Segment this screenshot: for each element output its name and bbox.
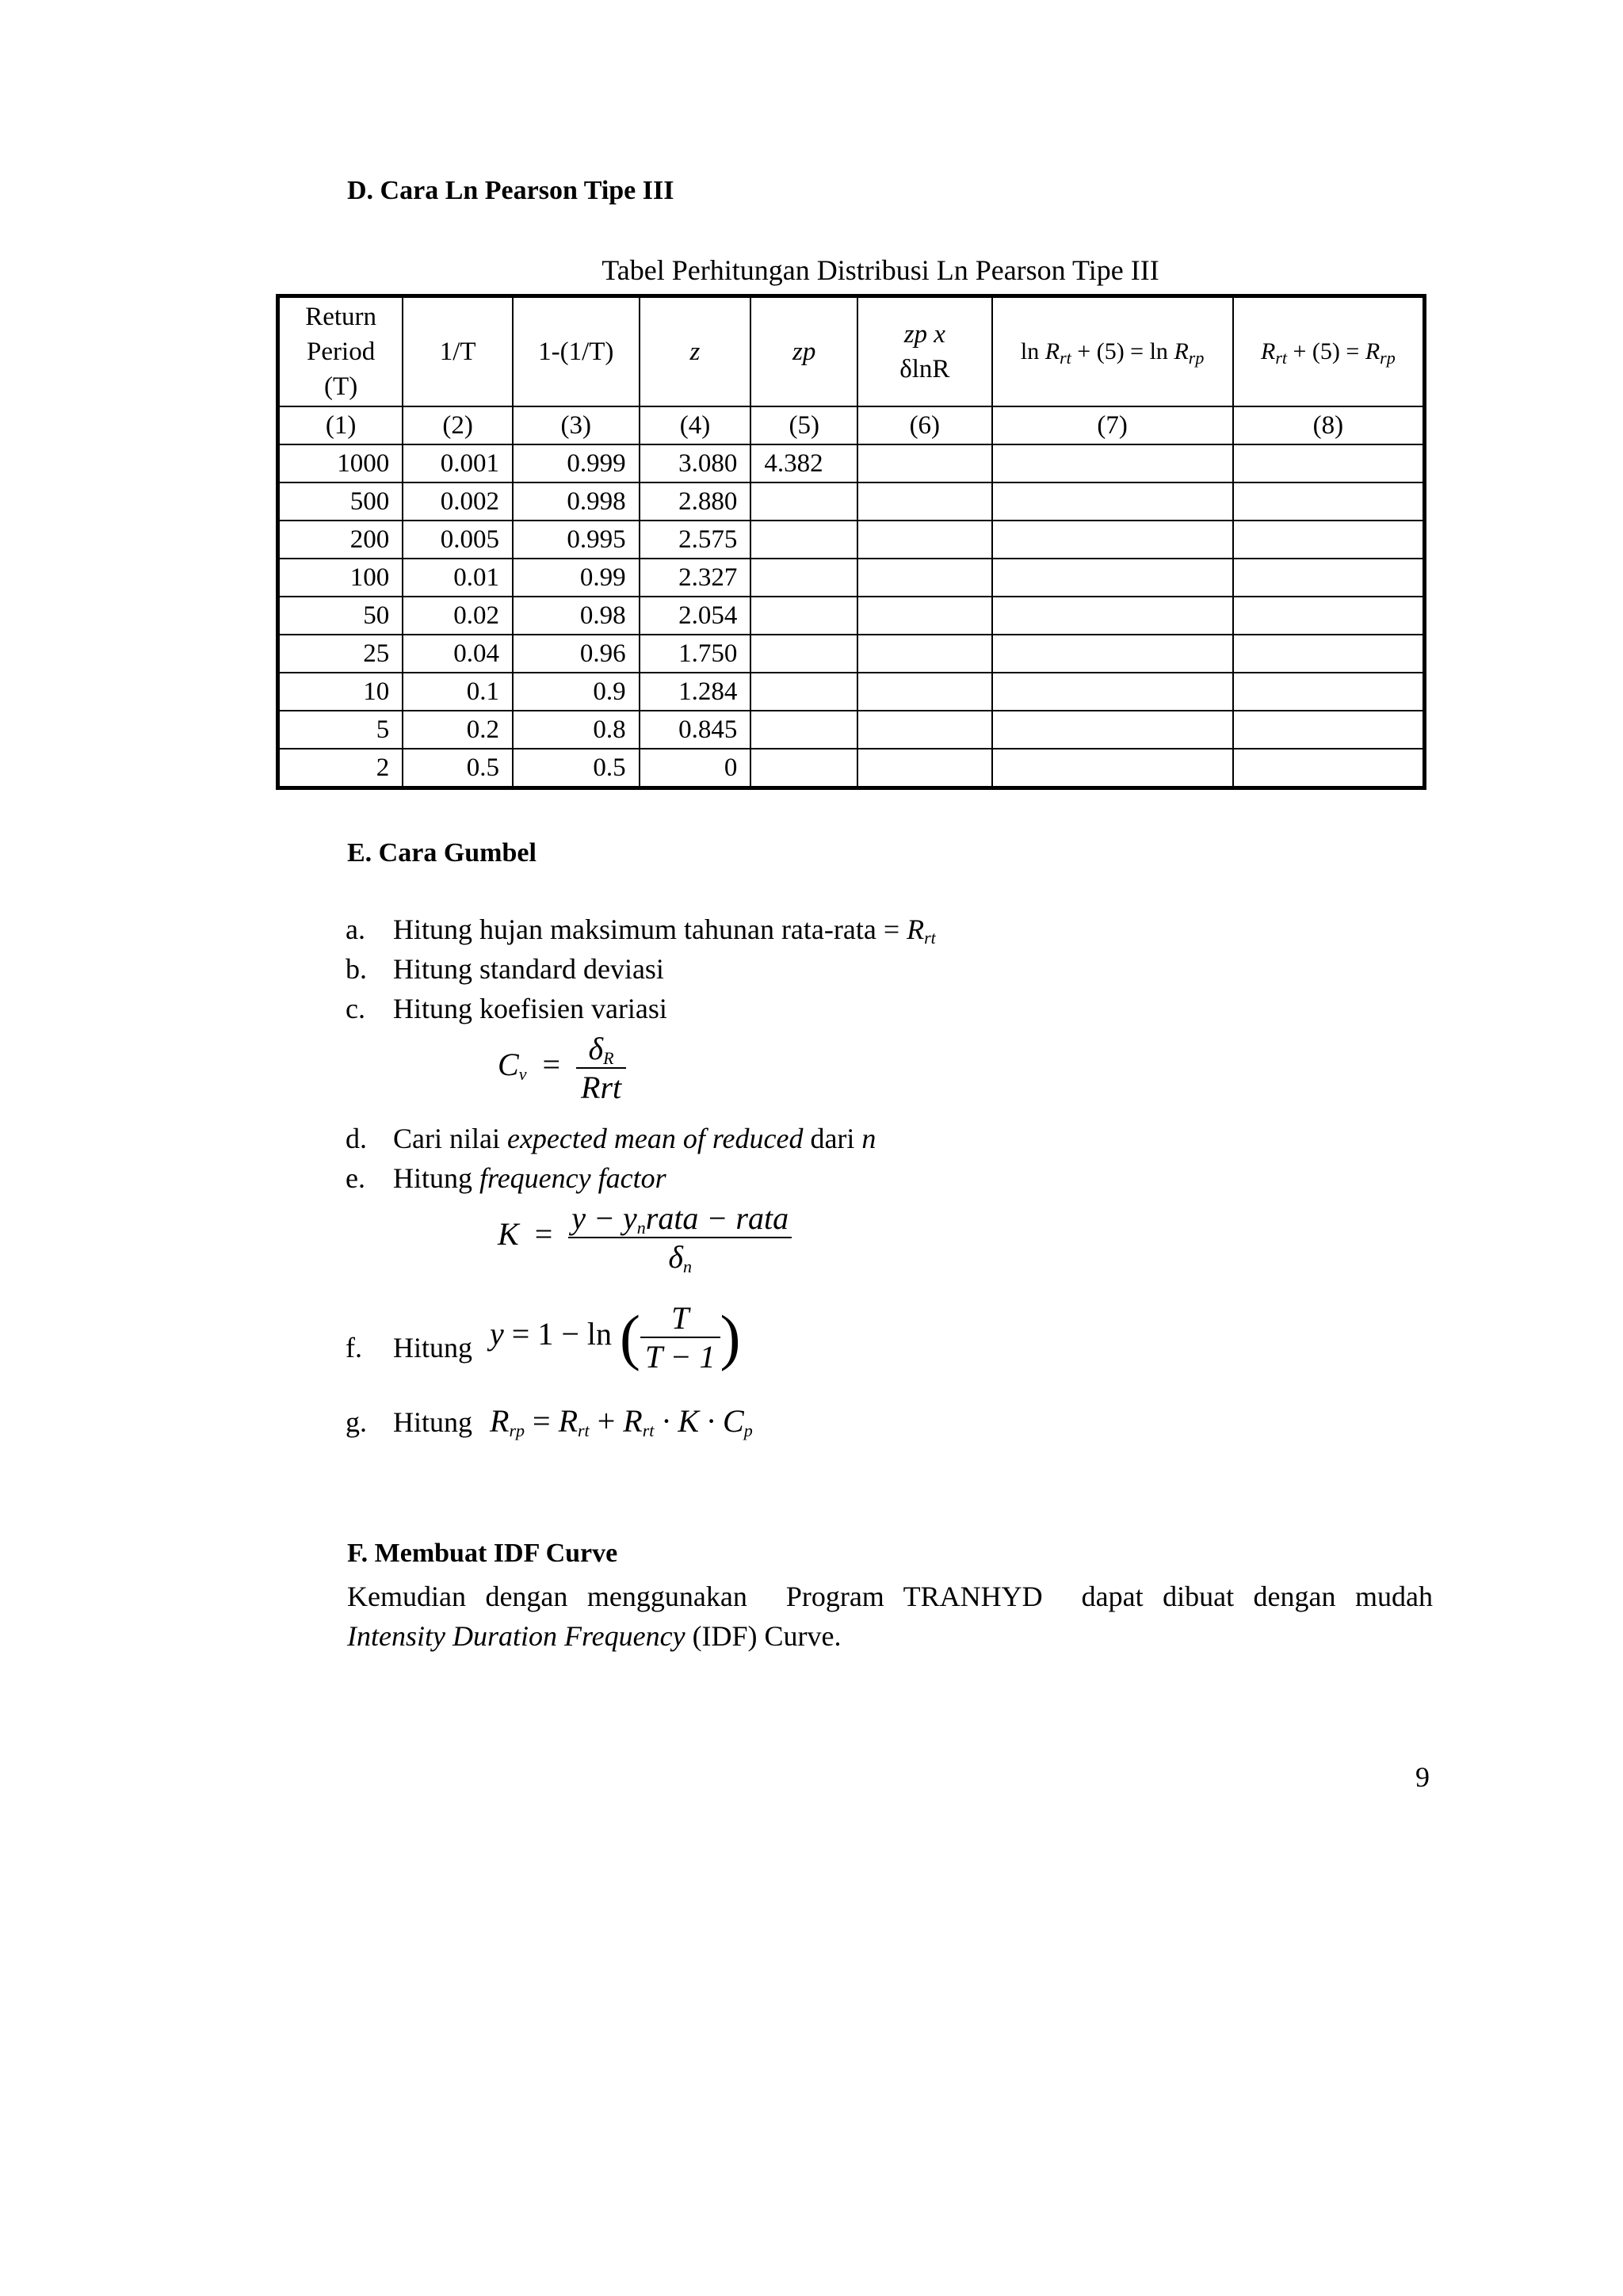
table-cell: 0.005 [403, 521, 513, 559]
table-cell [857, 673, 991, 711]
table-cell: 0.998 [513, 482, 640, 521]
table-cell: 0.001 [403, 444, 513, 482]
table-cell: 2 [278, 749, 403, 788]
table-cell: 1.284 [640, 673, 751, 711]
column-number: (1) [278, 406, 403, 444]
page-number: 9 [1415, 1761, 1430, 1793]
table-cell: 0.845 [640, 711, 751, 749]
column-number-row [278, 406, 1425, 444]
column-number: (7) [992, 406, 1233, 444]
table-cell [750, 749, 857, 788]
header-rrp: $R_{rt} + (5) = R_{rp}$ [1233, 296, 1425, 407]
table-caption: Tabel Perhitungan Distribusi Ln Pearson Tipe III [601, 254, 1159, 286]
formula-cv: $C_v$ = $\frac{\delta_R}{\text{Rrt}}$ [498, 1030, 626, 1106]
table-cell: 0.5 [513, 749, 640, 788]
header-zp-delta: zp x δlnR [857, 296, 991, 407]
section-f-paragraph [347, 1577, 1433, 1656]
table-cell: 5 [278, 711, 403, 749]
table-cell: 25 [278, 635, 403, 673]
table-cell: 0.96 [513, 635, 640, 673]
table-cell: 0.04 [403, 635, 513, 673]
table-cell: 100 [278, 559, 403, 597]
header-return-period: Return Period (T) [278, 296, 403, 407]
table-cell [750, 559, 857, 597]
table-cell: 0.9 [513, 673, 640, 711]
table-row [278, 673, 1425, 711]
table-cell: 0.2 [403, 711, 513, 749]
table-cell: 0.5 [403, 749, 513, 788]
table-cell [1233, 635, 1425, 673]
table-row [278, 482, 1425, 521]
table-cell [992, 559, 1233, 597]
column-number: (8) [1233, 406, 1425, 444]
table-cell [750, 635, 857, 673]
table-cell [1233, 559, 1425, 597]
table-cell: 4.382 [750, 444, 857, 482]
table-cell [992, 597, 1233, 635]
table-cell [750, 597, 857, 635]
column-number: (4) [640, 406, 751, 444]
table-cell [857, 444, 991, 482]
paragraph-line-2: Intensity Duration Frequency (IDF) Curve. [347, 1620, 842, 1652]
table-cell [992, 711, 1233, 749]
table-cell [857, 711, 991, 749]
table-cell [1233, 482, 1425, 521]
table-cell: 0.995 [513, 521, 640, 559]
table-cell [992, 444, 1233, 482]
section-f-heading: F. Membuat IDF Curve [347, 1539, 618, 1568]
table-cell [1233, 711, 1425, 749]
header-zp: zp [750, 296, 857, 407]
table-cell: 50 [278, 597, 403, 635]
table-cell [992, 482, 1233, 521]
table-row [278, 711, 1425, 749]
table-cell: 0.002 [403, 482, 513, 521]
header-one-minus-inverse-t: 1-(1/T) [513, 296, 640, 407]
table-cell [992, 673, 1233, 711]
table-cell [992, 749, 1233, 788]
table-row [278, 444, 1425, 482]
table-cell [750, 521, 857, 559]
column-number: (5) [750, 406, 857, 444]
table-cell [992, 521, 1233, 559]
table-cell [857, 749, 991, 788]
formula-y: y = 1 − ln ( $\frac{T}{T - 1}$ ) [490, 1300, 741, 1375]
table-cell: 2.054 [640, 597, 751, 635]
header-inverse-t: 1/T [403, 296, 513, 407]
table-row [278, 521, 1425, 559]
table-cell [1233, 597, 1425, 635]
table-cell [1233, 673, 1425, 711]
table-cell: 200 [278, 521, 403, 559]
pearson-table [276, 294, 1426, 790]
table-cell: 0.02 [403, 597, 513, 635]
table-row [278, 597, 1425, 635]
table-cell [857, 559, 991, 597]
table-cell [1233, 444, 1425, 482]
table-cell [1233, 749, 1425, 788]
table-cell: 1.750 [640, 635, 751, 673]
table-cell: 0 [640, 749, 751, 788]
table-cell: 1000 [278, 444, 403, 482]
table-cell [992, 635, 1233, 673]
table-cell [857, 482, 991, 521]
table-cell: 0.999 [513, 444, 640, 482]
table-cell [1233, 521, 1425, 559]
table-cell [857, 521, 991, 559]
table-cell [750, 482, 857, 521]
section-d-heading: D. Cara Ln Pearson Tipe III [347, 176, 674, 205]
formula-rrp: $R_{rp} = R_{rt} + R_{rt} \cdot K \cdot C_p$ [490, 1403, 753, 1440]
table-cell: 0.1 [403, 673, 513, 711]
table-row [278, 635, 1425, 673]
table-cell [750, 673, 857, 711]
table-cell: 3.080 [640, 444, 751, 482]
table-cell: 0.98 [513, 597, 640, 635]
header-ln-rrp: $\ln R_{rt} + (5) = \ln R_{rp}$ [992, 296, 1233, 407]
table-cell: 0.8 [513, 711, 640, 749]
header-z: z [640, 296, 751, 407]
table-header-row [278, 296, 1425, 407]
column-number: (3) [513, 406, 640, 444]
table-row [278, 749, 1425, 788]
column-number: (6) [857, 406, 991, 444]
table-cell: 2.575 [640, 521, 751, 559]
table-cell [857, 635, 991, 673]
table-cell: 2.880 [640, 482, 751, 521]
table-cell [750, 711, 857, 749]
paragraph-line-1: Kemudian dengan menggunakan Program TRANHYD dapat dibuat dengan mudah [347, 1581, 1433, 1612]
table-cell: 500 [278, 482, 403, 521]
table-cell: 0.01 [403, 559, 513, 597]
table-cell: 0.99 [513, 559, 640, 597]
table-cell [857, 597, 991, 635]
table-row [278, 559, 1425, 597]
table-cell: 10 [278, 673, 403, 711]
section-e-heading: E. Cara Gumbel [347, 838, 537, 868]
formula-k: K = $\frac{y - y_nrata - rata}{\delta_n}$ [498, 1199, 792, 1276]
table-cell: 2.327 [640, 559, 751, 597]
column-number: (2) [403, 406, 513, 444]
